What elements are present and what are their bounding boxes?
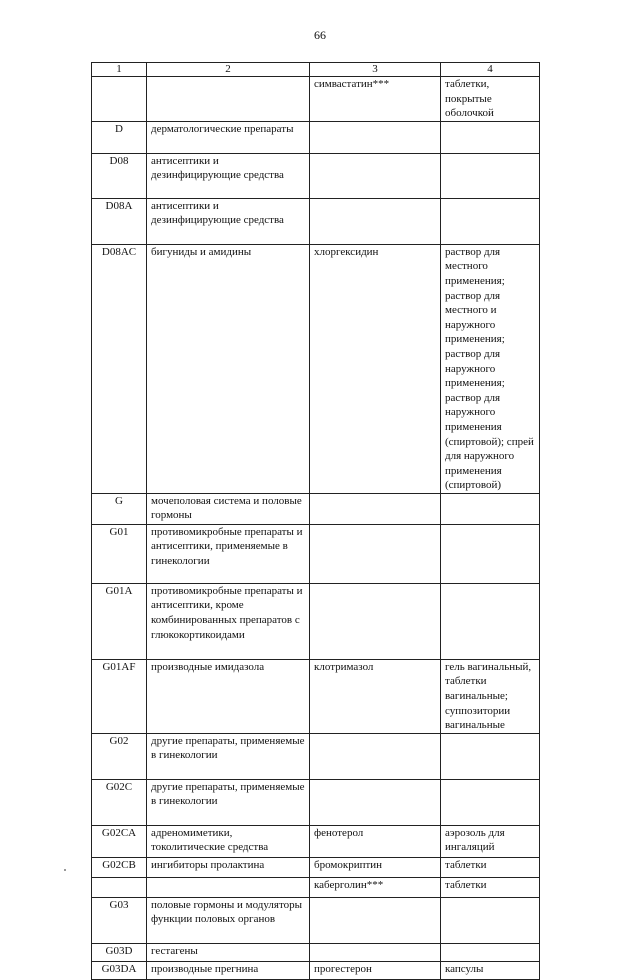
column-header: 3 bbox=[310, 63, 441, 77]
atc-code-cell: D bbox=[92, 121, 147, 153]
table-row bbox=[92, 493, 540, 524]
drug-name-cell: каберголин*** bbox=[310, 877, 441, 897]
dosage-form-cell: аэрозоль для ингаляций bbox=[441, 825, 540, 857]
table-row bbox=[92, 583, 540, 659]
group-name-cell bbox=[147, 77, 310, 122]
group-name-cell: бигуниды и амидины bbox=[147, 244, 310, 493]
table-row bbox=[92, 659, 540, 733]
dosage-form-cell: капсулы bbox=[441, 961, 540, 979]
atc-code-cell bbox=[92, 877, 147, 897]
dosage-form-cell bbox=[441, 153, 540, 198]
dosage-form-cell bbox=[441, 943, 540, 961]
dosage-form-cell bbox=[441, 897, 540, 943]
dosage-form-cell: раствор для местного применения; раствор для местного и наружного применения; раствор для наружного применения; раствор для наружного применения (спиртовой); спрей для наружного применения (спиртовой) bbox=[441, 244, 540, 493]
column-header: 1 bbox=[92, 63, 147, 77]
group-name-cell: другие препараты, применяемые в гинекологии bbox=[147, 779, 310, 825]
page-number: 66 bbox=[314, 28, 326, 42]
atc-code-cell: G02C bbox=[92, 779, 147, 825]
group-name-cell: производные имидазола bbox=[147, 659, 310, 733]
drug-name-cell bbox=[310, 779, 441, 825]
group-name-cell: дерматологические препараты bbox=[147, 121, 310, 153]
group-name-cell: ингибиторы пролактина bbox=[147, 857, 310, 877]
drug-name-cell bbox=[310, 583, 441, 659]
drug-name-cell bbox=[310, 897, 441, 943]
drug-name-cell: симвастатин*** bbox=[310, 77, 441, 122]
dosage-form-cell bbox=[441, 198, 540, 244]
dosage-form-cell: таблетки bbox=[441, 857, 540, 877]
atc-code-cell: G03 bbox=[92, 897, 147, 943]
group-name-cell: другие препараты, применяемые в гинекологии bbox=[147, 733, 310, 779]
group-name-cell: производные прегнина bbox=[147, 961, 310, 979]
drug-name-cell: бромокриптин bbox=[310, 857, 441, 877]
group-name-cell: противомикробные препараты и антисептики, применяемые в гинекологии bbox=[147, 524, 310, 583]
group-name-cell: антисептики и дезинфицирующие средства bbox=[147, 198, 310, 244]
table-row bbox=[92, 877, 540, 897]
table-row bbox=[92, 779, 540, 825]
dosage-form-cell: гель вагинальный, таблетки вагинальные; суппозитории вагинальные bbox=[441, 659, 540, 733]
group-name-cell: противомикробные препараты и антисептики, кроме комбинированных препаратов с глюкокортикоидами bbox=[147, 583, 310, 659]
column-header: 4 bbox=[441, 63, 540, 77]
atc-code-cell: G03D bbox=[92, 943, 147, 961]
drug-name-cell bbox=[310, 943, 441, 961]
table-row bbox=[92, 733, 540, 779]
atc-code-cell: D08A bbox=[92, 198, 147, 244]
atc-code-cell bbox=[92, 77, 147, 122]
atc-code-cell: G bbox=[92, 493, 147, 524]
atc-code-cell: G02CB bbox=[92, 857, 147, 877]
drug-name-cell bbox=[310, 493, 441, 524]
drug-classification-table bbox=[91, 62, 540, 980]
drug-name-cell: хлоргексидин bbox=[310, 244, 441, 493]
scan-speck bbox=[64, 869, 66, 871]
table-row bbox=[92, 897, 540, 943]
table-row bbox=[92, 825, 540, 857]
atc-code-cell: D08AC bbox=[92, 244, 147, 493]
dosage-form-cell bbox=[441, 779, 540, 825]
table-row bbox=[92, 943, 540, 961]
table-row bbox=[92, 524, 540, 583]
table-row bbox=[92, 857, 540, 877]
drug-name-cell bbox=[310, 153, 441, 198]
drug-name-cell bbox=[310, 524, 441, 583]
group-name-cell: гестагены bbox=[147, 943, 310, 961]
group-name-cell: мочеполовая система и половые гормоны bbox=[147, 493, 310, 524]
drug-name-cell bbox=[310, 733, 441, 779]
drug-name-cell: клотримазол bbox=[310, 659, 441, 733]
dosage-form-cell bbox=[441, 121, 540, 153]
table-row bbox=[92, 244, 540, 493]
atc-code-cell: G03DA bbox=[92, 961, 147, 979]
table-row bbox=[92, 153, 540, 198]
drug-name-cell: прогестерон bbox=[310, 961, 441, 979]
column-header: 2 bbox=[147, 63, 310, 77]
drug-name-cell bbox=[310, 198, 441, 244]
table-row bbox=[92, 77, 540, 122]
atc-code-cell: G01AF bbox=[92, 659, 147, 733]
atc-code-cell: G01 bbox=[92, 524, 147, 583]
dosage-form-cell: таблетки bbox=[441, 877, 540, 897]
atc-code-cell: G02CA bbox=[92, 825, 147, 857]
dosage-form-cell bbox=[441, 493, 540, 524]
table-row bbox=[92, 121, 540, 153]
drug-name-cell: фенотерол bbox=[310, 825, 441, 857]
dosage-form-cell: таблетки, покрытые оболочкой bbox=[441, 77, 540, 122]
atc-code-cell: G02 bbox=[92, 733, 147, 779]
group-name-cell: половые гормоны и модуляторы функции половых органов bbox=[147, 897, 310, 943]
dosage-form-cell bbox=[441, 524, 540, 583]
table-row bbox=[92, 198, 540, 244]
group-name-cell: антисептики и дезинфицирующие средства bbox=[147, 153, 310, 198]
group-name-cell: адреномиметики, токолитические средства bbox=[147, 825, 310, 857]
table-header-row bbox=[92, 63, 540, 77]
atc-code-cell: D08 bbox=[92, 153, 147, 198]
table-row bbox=[92, 961, 540, 979]
dosage-form-cell bbox=[441, 583, 540, 659]
dosage-form-cell bbox=[441, 733, 540, 779]
atc-code-cell: G01A bbox=[92, 583, 147, 659]
drug-name-cell bbox=[310, 121, 441, 153]
group-name-cell bbox=[147, 877, 310, 897]
